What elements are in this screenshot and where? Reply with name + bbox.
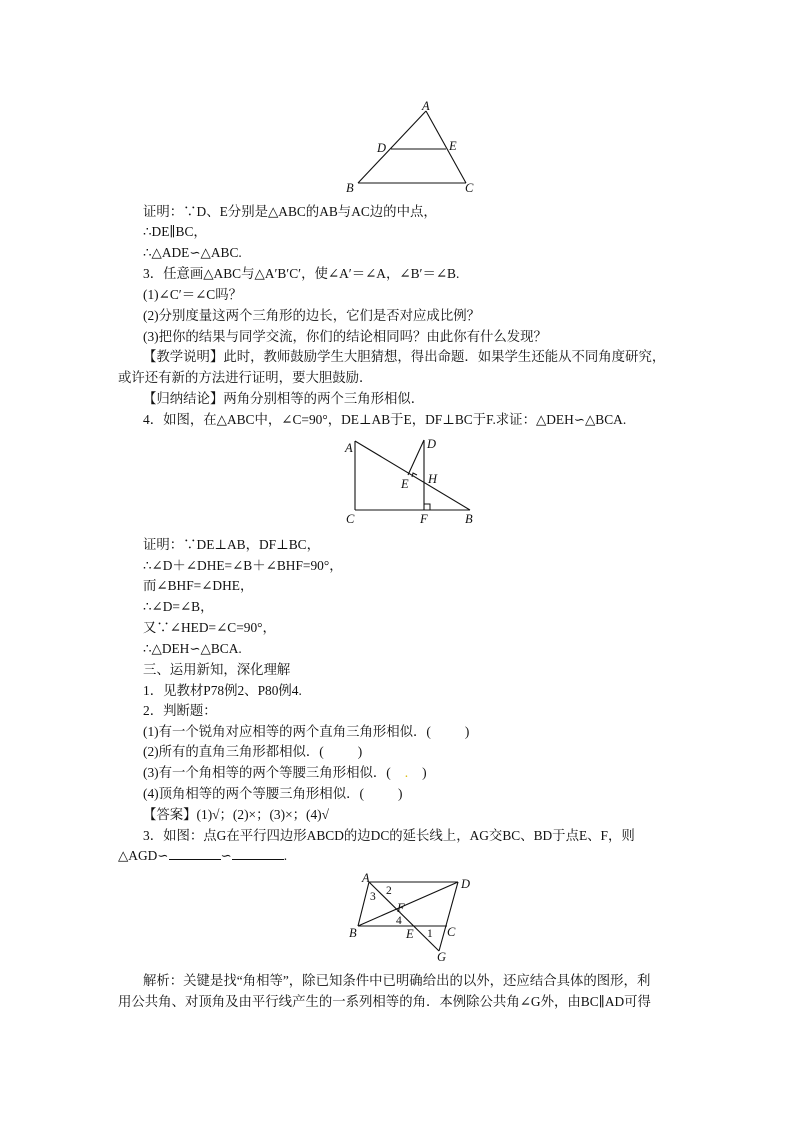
label-D: D: [377, 141, 387, 155]
teaching-note-line1: 【教学说明】此时，教师鼓励学生大胆猜想，得出命题．如果学生还能从不同角度研究，: [143, 349, 666, 364]
proof2-line2: ∴∠D＋∠DHE=∠B＋∠BHF=90°，: [143, 558, 343, 573]
label-E: E: [449, 139, 457, 153]
judge-item-1: (1)有一个锐角对应相等的两个直角三角形相似．( ): [143, 724, 470, 739]
label-E: E: [406, 927, 414, 941]
judge-item-2: (2)所有的直角三角形都相似．( ): [143, 744, 363, 759]
label-H: H: [428, 472, 438, 486]
analysis-line2: 用公共角、对顶角及由平行线产生的一系列相等的角．本例除公共角∠G外，由BC∥AD可得: [118, 994, 651, 1009]
proof2-line1: 证明：∵DE⊥AB，DF⊥BC，: [143, 537, 320, 552]
proof2-line4: ∴∠D=∠B，: [143, 599, 214, 614]
proof1-line1: 证明：∵D、E分别是△ABC的AB与AC边的中点，: [143, 204, 437, 219]
task4-line: 4．如图，在△ABC中，∠C=90°，DE⊥AB于E，DF⊥BC于F.求证：△DEH∽△BCA.: [143, 412, 627, 427]
exercise3-line2: △AGD∽ ∽ .: [118, 848, 288, 863]
proof2-line5: 又∵∠HED=∠C=90°，: [143, 620, 276, 635]
label-G: G: [437, 950, 447, 962]
conclusion: 【归纳结论】两角分别相等的两个三角形相似．: [143, 391, 425, 406]
proof1-line2: ∴DE∥BC，: [143, 224, 207, 239]
label-C: C: [465, 181, 474, 195]
label-F: F: [420, 512, 428, 526]
angle-4: 4: [396, 915, 402, 927]
task3-q3: (3)把你的结果与同学交流，你们的结论相同吗？由此你有什么发现？: [143, 329, 547, 344]
triangle-figure-2: [340, 430, 490, 530]
task3-line: 3．任意画△ABC与△A′B′C′，使∠A′＝∠A，∠B′＝∠B.: [143, 266, 460, 281]
label-C: C: [447, 925, 456, 939]
label-A: A: [362, 871, 370, 885]
judge-item-4: (4)顶角相等的两个等腰三角形相似．( ): [143, 786, 403, 801]
exercise3-line1: 3．如图：点G在平行四边形ABCD的边DC的延长线上，AG交BC、BD于点E、F，则: [143, 828, 635, 843]
angle-2: 2: [386, 885, 392, 897]
exercise1: 1．见教材P78例2、P80例4.: [143, 683, 302, 698]
label-B: B: [346, 181, 354, 195]
label-E: E: [401, 477, 409, 491]
label-B: B: [465, 512, 473, 526]
label-A: A: [422, 100, 430, 113]
label-D: D: [427, 437, 437, 451]
angle-1: 1: [427, 928, 433, 940]
label-D: D: [461, 877, 471, 891]
exercise2-title: 2．判断题：: [143, 703, 217, 718]
teaching-note-line2: 或许还有新的方法进行证明，要大胆鼓励．: [118, 370, 373, 385]
proof2-line3: 而∠BHF=∠DHE，: [143, 578, 254, 593]
proof1-line3: ∴△ADE∽△ABC.: [143, 245, 242, 260]
triangle-figure-1: [340, 100, 480, 196]
proof2-line6: ∴△DEH∽△BCA.: [143, 641, 242, 656]
angle-3: 3: [370, 891, 376, 903]
label-A: A: [345, 441, 353, 455]
label-F: F: [397, 901, 405, 915]
answer-line: 【答案】(1)√；(2)×；(3)×；(4)√: [143, 807, 329, 822]
task3-q1: (1)∠C′＝∠C吗？: [143, 287, 243, 302]
section-heading: 三、运用新知，深化理解: [143, 662, 291, 677]
label-C: C: [346, 512, 355, 526]
judge-item-3: (3)有一个角相等的两个等腰三角形相似．( . ): [143, 765, 427, 780]
analysis-line1: 解析：关键是找“角相等”，除已知条件中已明确给出的以外，还应结合具体的图形，利: [143, 973, 651, 988]
task3-q2: (2)分别度量这两个三角形的边长，它们是否对应成比例？: [143, 308, 480, 323]
label-B: B: [349, 926, 357, 940]
parallelogram-figure: [345, 870, 480, 962]
